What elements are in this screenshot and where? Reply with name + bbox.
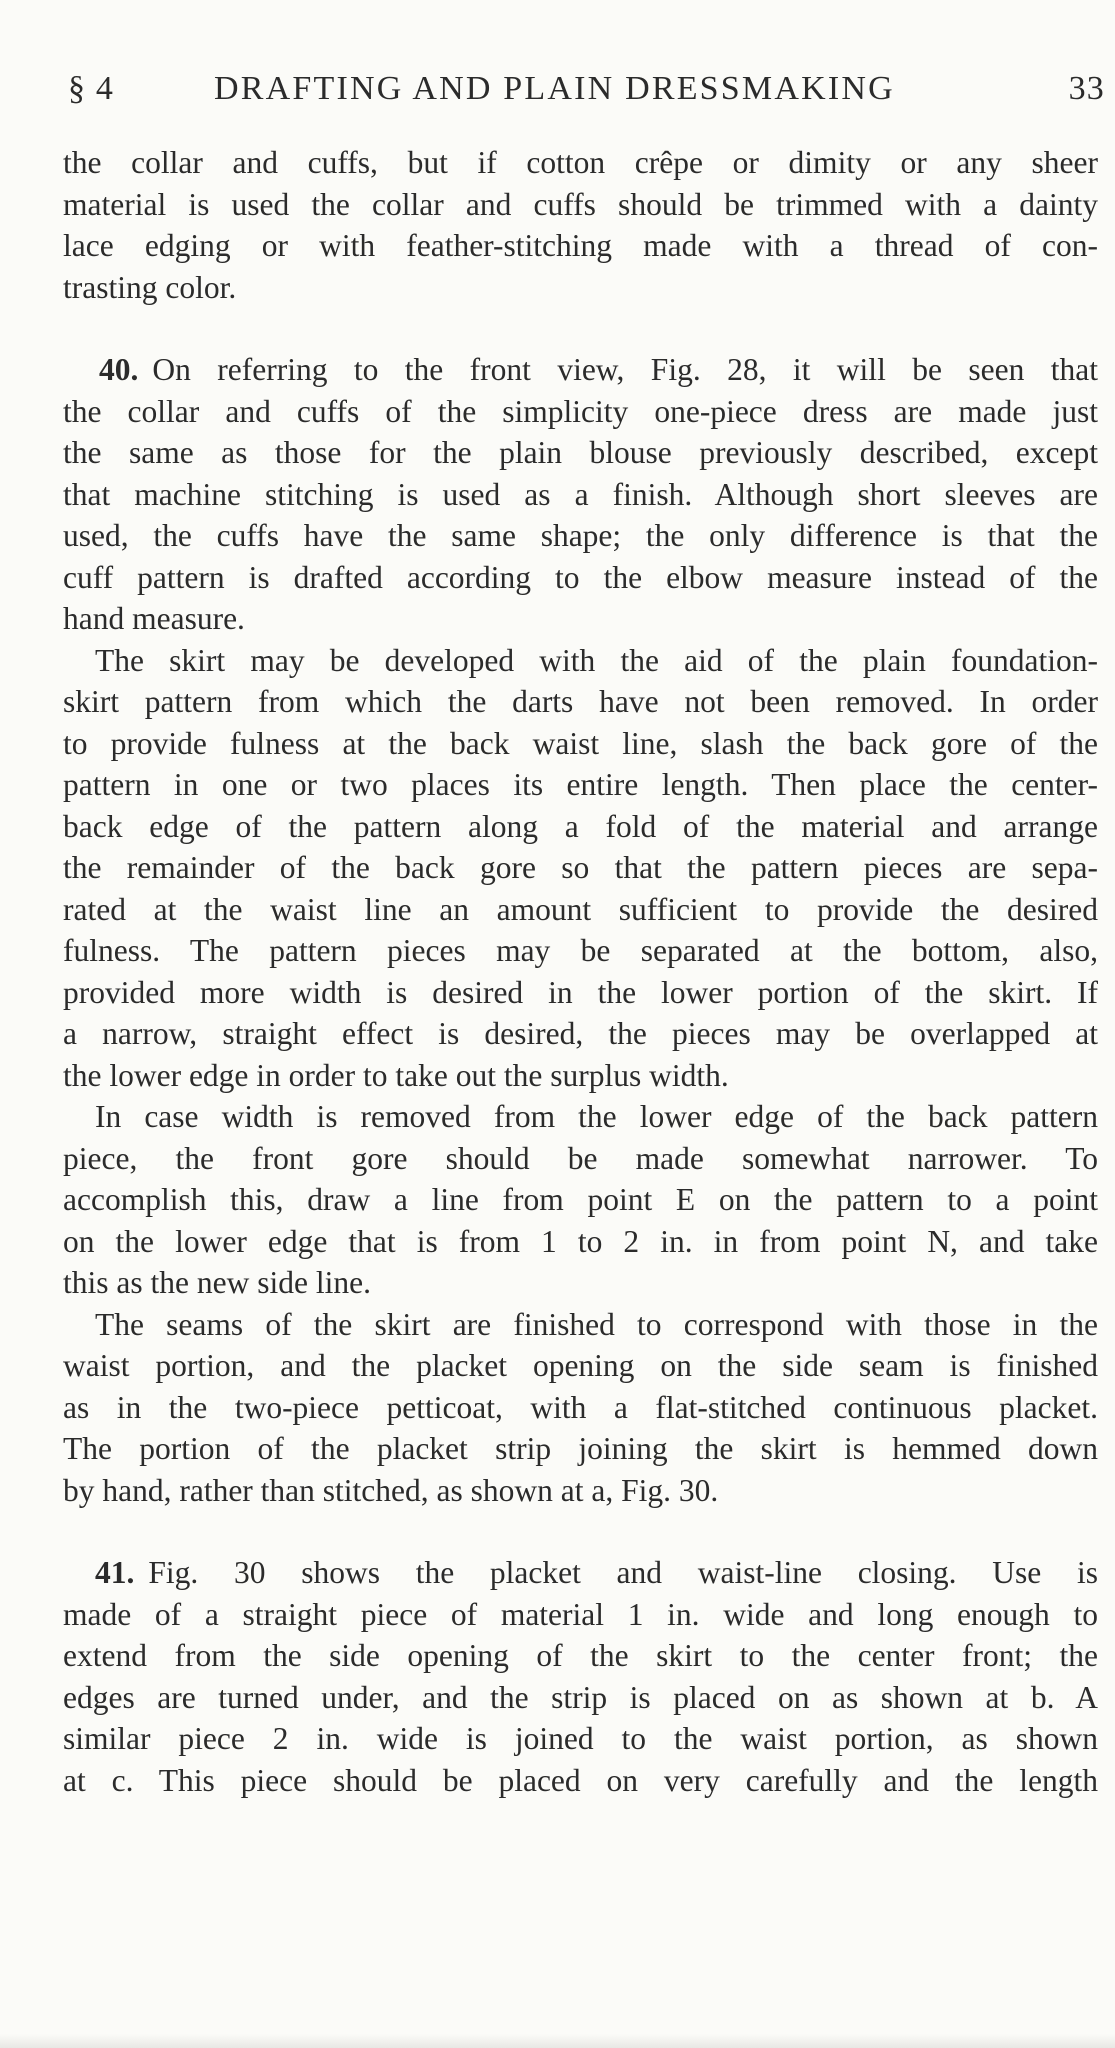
text-line: cuff pattern is drafted according to the elbow measure instead of the xyxy=(63,559,1098,595)
text-line: rated at the waist line an amount sufficient to provide the desired xyxy=(63,891,1098,927)
paragraph-continuation xyxy=(63,142,1098,308)
paragraph-41 xyxy=(63,1552,1098,1801)
text-line: provided more width is desired in the lower portion of the skirt. If xyxy=(63,974,1098,1010)
text-line: the remainder of the back gore so that the pattern pieces are sepa- xyxy=(63,850,1098,885)
text-line xyxy=(63,1552,1098,1594)
text-line: back edge of the pattern along a fold of the material and arrange xyxy=(63,808,1098,844)
text-line: The seams of the skirt are finished to correspond with those in the xyxy=(95,1306,1098,1342)
paragraph-40-seams xyxy=(63,1304,1098,1512)
running-head xyxy=(68,66,1105,112)
paragraph-number: 41. xyxy=(95,1555,135,1590)
text-line: made of a straight piece of material 1 in. wide and long enough to xyxy=(63,1596,1098,1632)
text-line: hand measure. xyxy=(63,601,245,636)
page-number: 33 xyxy=(1068,70,1105,107)
text-line: this as the new side line. xyxy=(63,1265,371,1300)
text-line: the lower edge in order to take out the surplus width. xyxy=(63,1057,729,1093)
page-bottom-edge xyxy=(0,2034,1115,2048)
text-line: The portion of the placket strip joining the skirt is hemmed down xyxy=(63,1431,1098,1466)
text-line: lace edging or with feather-stitching made with a thread of con- xyxy=(63,228,1098,263)
text-line: material is used the collar and cuffs should be trimmed with a dainty xyxy=(63,186,1098,222)
text-line: the collar and cuffs, but if cotton crêpe or dimity or any sheer xyxy=(63,145,1098,180)
text-line: the same as those for the plain blouse previously described, except xyxy=(63,435,1098,470)
text-line: by hand, rather than stitched, as shown at a, Fig. 30. xyxy=(63,1472,719,1508)
text-line-content: On referring to the front view, Fig. 28, it will be seen that xyxy=(152,352,1098,387)
paragraph-40 xyxy=(63,349,1098,640)
text-line: the collar and cuffs of the simplicity one-piece dress are made just xyxy=(63,393,1098,429)
text-line: to provide fulness at the back waist line, slash the back gore of the xyxy=(63,725,1098,761)
text-line: In case width is removed from the lower edge of the back pattern xyxy=(95,1099,1098,1134)
text-line-content: Fig. 30 shows the placket and waist-line closing. Use is xyxy=(148,1555,1098,1590)
body-text xyxy=(63,142,1098,1801)
text-line: used, the cuffs have the same shape; the only difference is that the xyxy=(63,518,1098,553)
text-line: fulness. The pattern pieces may be separated at the bottom, also, xyxy=(63,933,1098,968)
text-line: that machine stitching is used as a finish. Although short sleeves are xyxy=(63,476,1098,512)
text-line: on the lower edge that is from 1 to 2 in. in from point N, and take xyxy=(63,1223,1098,1259)
text-line xyxy=(63,349,1098,391)
paragraph-40-skirt xyxy=(63,640,1098,1097)
text-line: waist portion, and the placket opening on the side seam is finished xyxy=(63,1348,1098,1383)
text-line: at c. This piece should be placed on very carefully and the length xyxy=(63,1762,1098,1798)
text-line: skirt pattern from which the darts have not been removed. In order xyxy=(63,684,1098,719)
text-line: accomplish this, draw a line from point E on the pattern to a point xyxy=(63,1182,1098,1217)
text-line: extend from the side opening of the skirt to the center front; the xyxy=(63,1638,1098,1673)
text-line: a narrow, straight effect is desired, the pieces may be overlapped at xyxy=(63,1016,1098,1051)
paragraph-40-width xyxy=(63,1096,1098,1304)
text-line: similar piece 2 in. wide is joined to the waist portion, as shown xyxy=(63,1721,1098,1756)
text-line: piece, the front gore should be made somewhat narrower. To xyxy=(63,1140,1098,1176)
text-line: The skirt may be developed with the aid of the plain foundation- xyxy=(95,642,1098,678)
section-mark: § 4 xyxy=(68,70,115,107)
text-line: trasting color. xyxy=(63,269,237,305)
paragraph-number: 40. xyxy=(99,352,139,387)
text-line: pattern in one or two places its entire length. Then place the center- xyxy=(63,767,1098,802)
page-title: DRAFTING AND PLAIN DRESSMAKING xyxy=(214,70,895,107)
text-line: edges are turned under, and the strip is placed on as shown at b. A xyxy=(63,1679,1098,1715)
text-line: as in the two-piece petticoat, with a flat-stitched continuous placket. xyxy=(63,1389,1098,1425)
